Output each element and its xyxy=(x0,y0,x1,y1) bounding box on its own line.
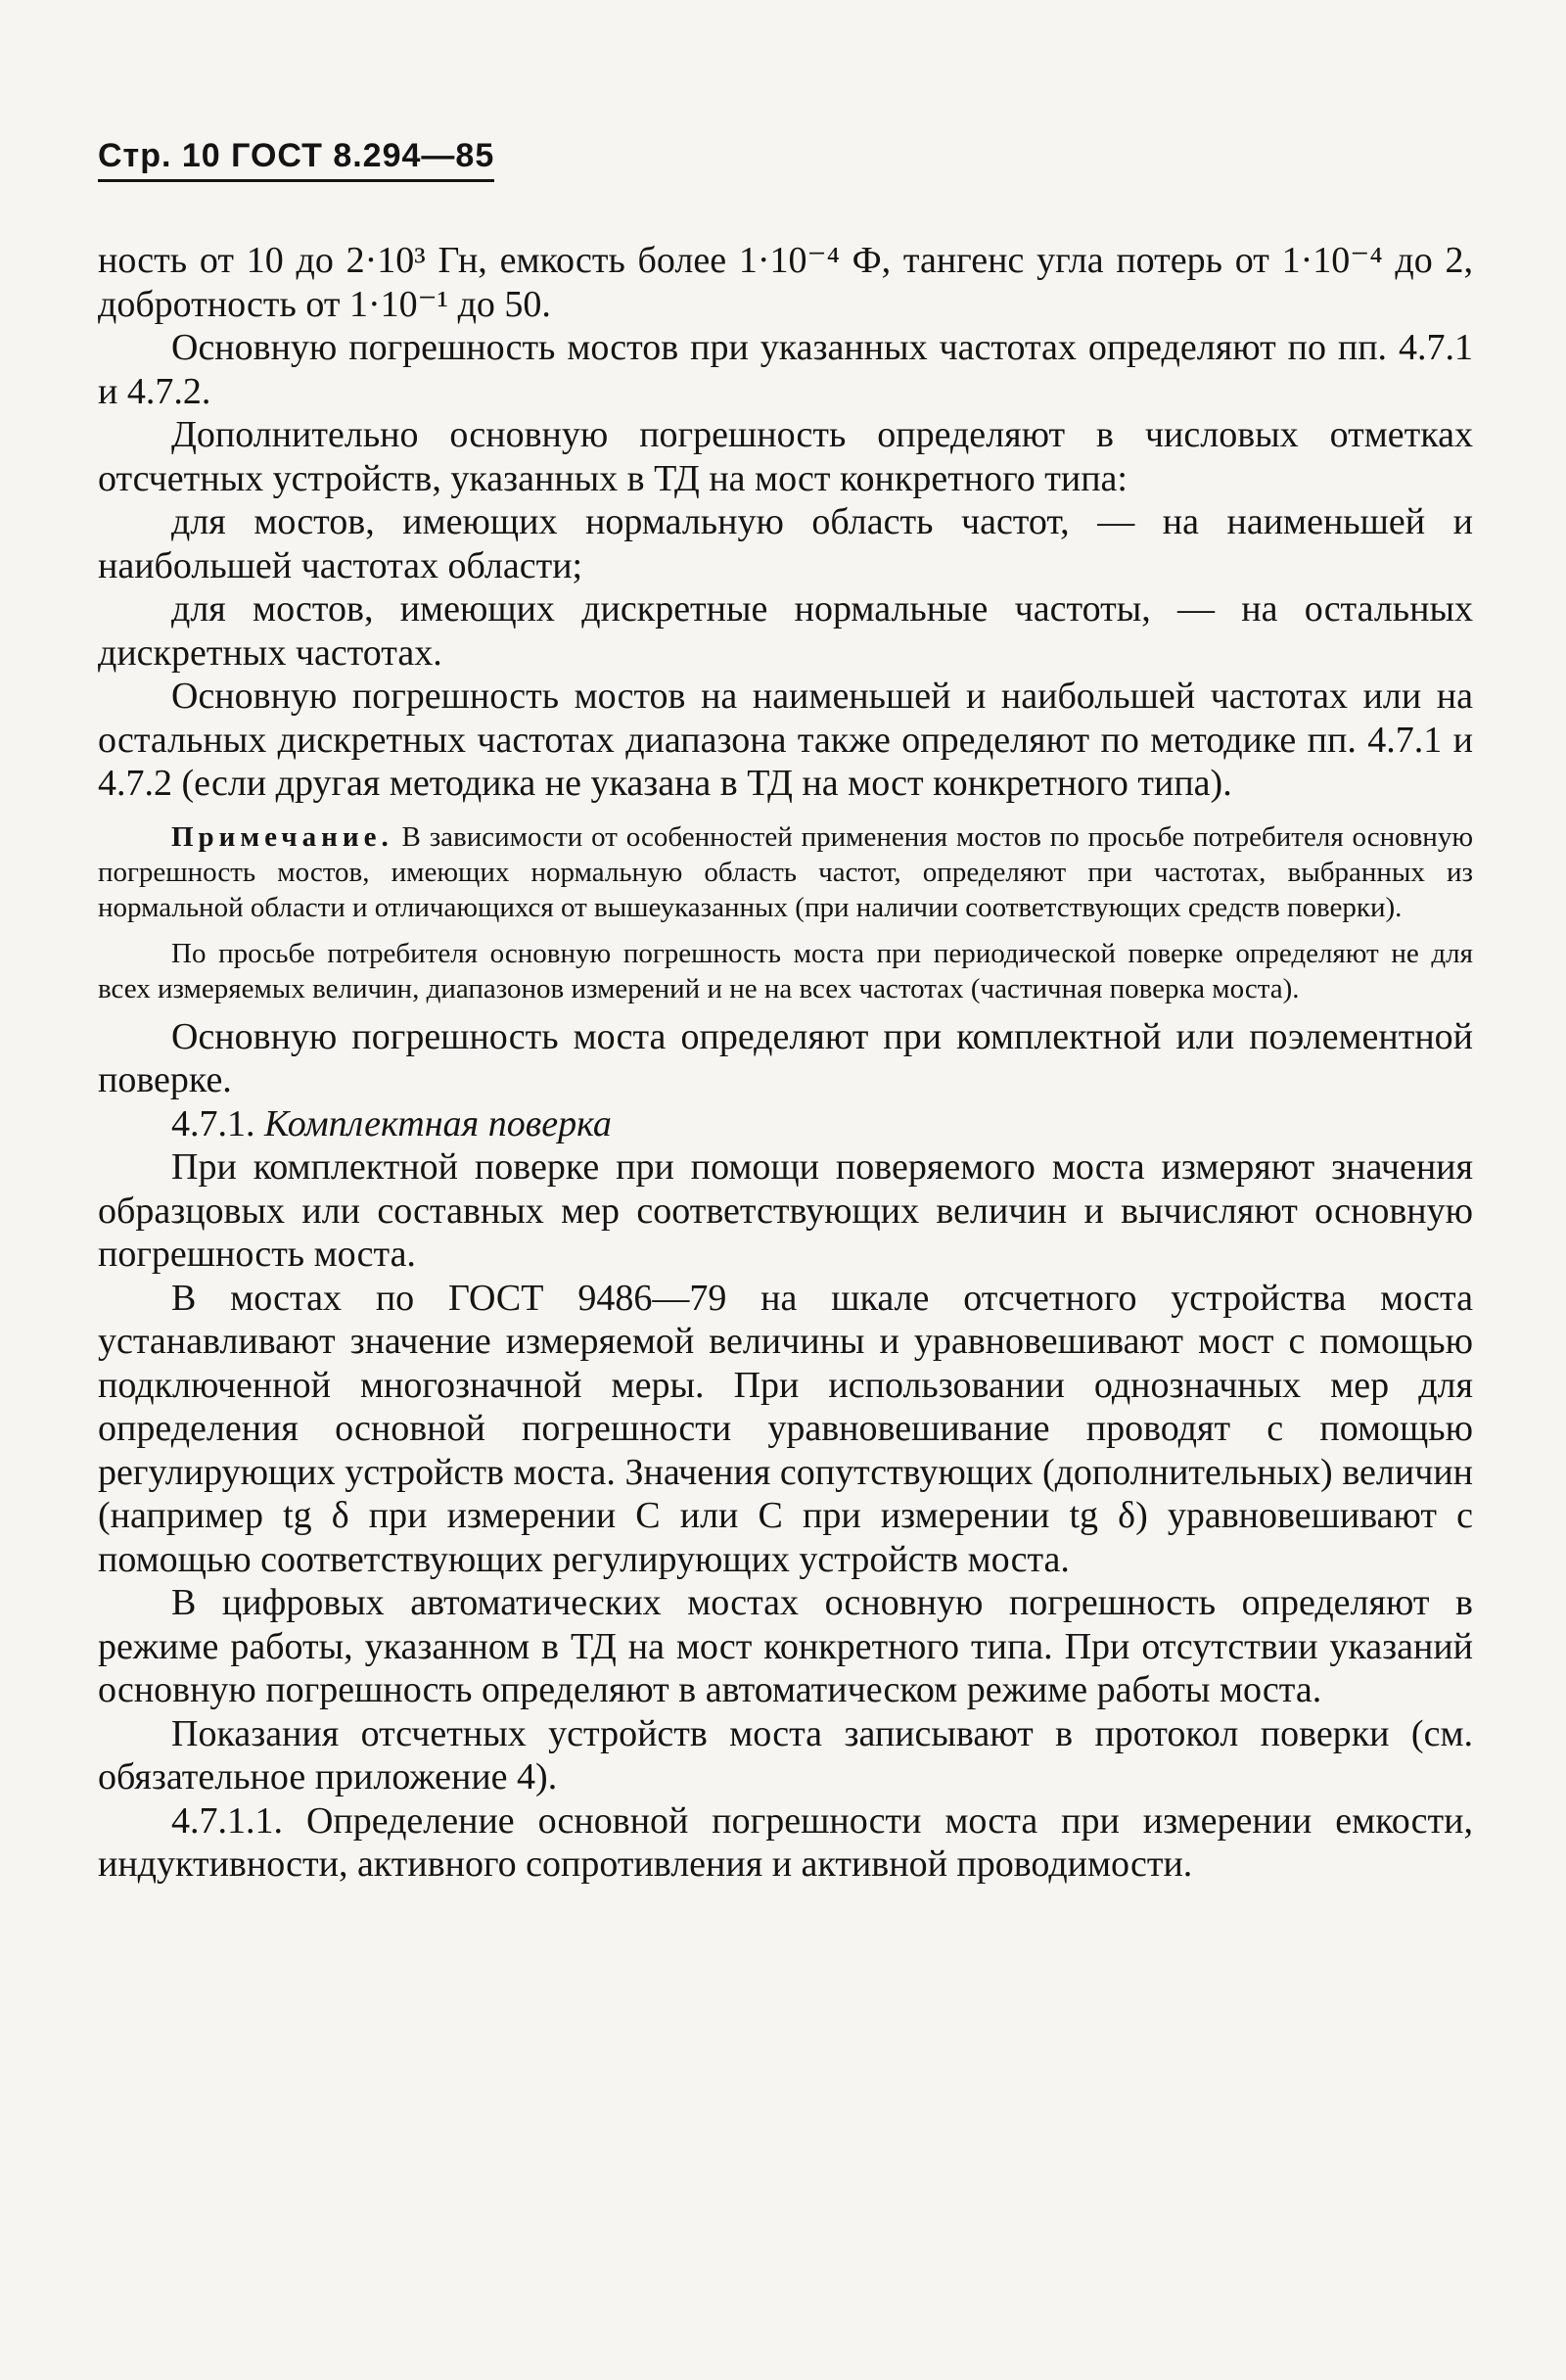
paragraph-error-determination: Основную погрешность мостов при указанных частотах определяют по пп. 4.7.1 и 4.7.2. xyxy=(98,327,1473,412)
paragraph-discrete-frequencies: для мостов, имеющих дискретные нормальные частоты, — на остальных дискретных частотах. xyxy=(98,588,1473,674)
note-label: Примечание. xyxy=(171,820,393,853)
document-page xyxy=(98,137,1473,1887)
section-number: 4.7.1. xyxy=(171,1102,255,1144)
paragraph-additional-error: Дополнительно основную погрешность определяют в числовых отметках отсчетных устройств, указанных в ТД на мост конкретного типа: xyxy=(98,414,1473,499)
section-title: Комплектная поверка xyxy=(264,1102,612,1144)
paragraph-readings: Показания отсчетных устройств моста записывают в протокол поверки (см. обязательное приложение 4). xyxy=(98,1712,1473,1798)
paragraph-gost-bridges: В мостах по ГОСТ 9486—79 на шкале отсчетного устройства моста устанавливают значение измеряемой величины и уравновешивают мост с помощью подключенной многозначной меры. При использовании однозначных мер для определения основной погрешности уравновешивание проводят с помощью регулирующих устройств моста. Значения сопутствующих (дополнительных) величин (например tg δ при измерении C или C при измерении tg δ) уравновешивают с помощью соответствующих регулирующих устройств моста. xyxy=(98,1277,1473,1580)
paragraph-subsection: 4.7.1.1. Определение основной погрешности моста при измерении емкости, индуктивности, активного сопротивления и активной проводимости. xyxy=(98,1799,1473,1886)
paragraph-complete-or-element: Основную погрешность моста определяют при комплектной или поэлементной поверке. xyxy=(98,1015,1473,1101)
page-header: Стр. 10 ГОСТ 8.294—85 xyxy=(98,137,494,182)
note-1-text: В зависимости от особенностей применения мостов по просьбе потребителя основную погрешность мостов, имеющих нормальную область частот, определяют при частотах, выбранных из нормальной области и отличающихся от вышеуказанных (при наличии соответствующих средств поверки). xyxy=(98,820,1473,924)
paragraph-normal-range: для мостов, имеющих нормальную область частот, — на наименьшей и наибольшей частотах области; xyxy=(98,501,1473,586)
note-2: По просьбе потребителя основную погрешность моста при периодической поверке определяют не для всех измеряемых величин, диапазонов измерений и не на всех частотах (частичная поверка моста). xyxy=(98,937,1473,1005)
paragraph-complete-check: При комплектной поверке при помощи поверяемого моста измеряют значения образцовых или составных мер соответствующих величин и вычисляют основную погрешность моста. xyxy=(98,1146,1473,1276)
paragraph-digital-bridges: В цифровых автоматических мостах основную погрешность определяют в режиме работы, указанном в ТД на мост конкретного типа. При отсутствии указаний основную погрешность определяют в автоматическом режиме работы моста. xyxy=(98,1582,1473,1711)
section-heading xyxy=(98,1102,1473,1146)
paragraph-continuation: ность от 10 до 2·10³ Гн, емкость более 1·10⁻⁴ Ф, тангенс угла потерь от 1·10⁻⁴ до 2, добротность от 1·10⁻¹ до 50. xyxy=(98,240,1473,325)
paragraph-extreme-frequencies: Основную погрешность мостов на наименьшей и наибольшей частотах или на остальных дискретных частотах диапазона также определяют по методике пп. 4.7.1 и 4.7.2 (если другая методика не указана в ТД на мост конкретного типа). xyxy=(98,676,1473,804)
note-1 xyxy=(98,819,1473,926)
